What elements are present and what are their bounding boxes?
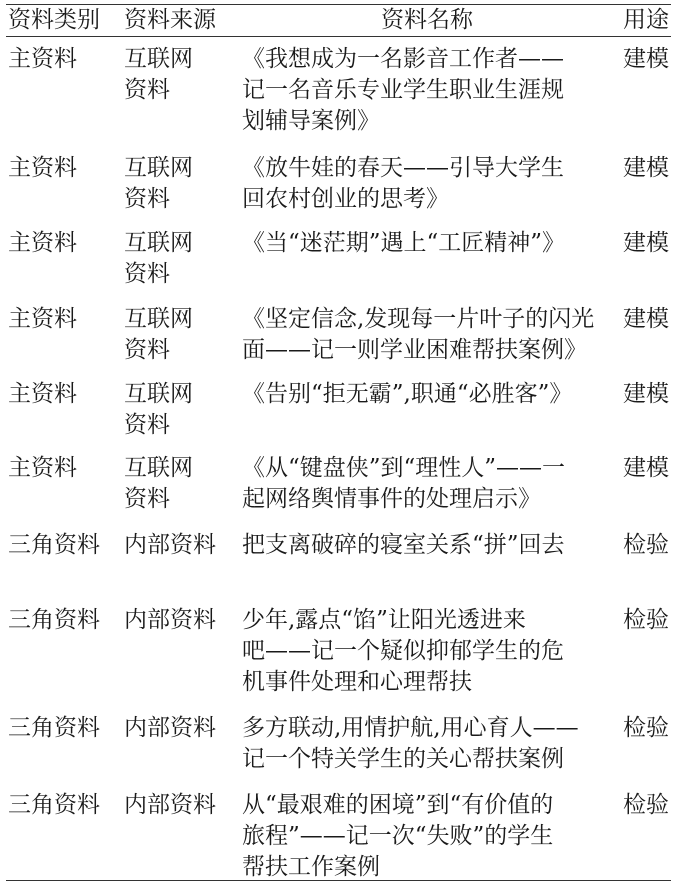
header-title: 资料名称 — [381, 7, 473, 33]
row-title — [242, 44, 612, 137]
row-title-line: 少年,露点“馅”让阳光透进来 — [242, 607, 526, 633]
row-title-line: 起网络舆情事件的处理启示》 — [242, 486, 541, 512]
row-source — [124, 304, 234, 366]
header-category: 资料类别 — [8, 7, 100, 33]
row-use: 建模 — [623, 381, 669, 407]
row-use: 建模 — [623, 155, 669, 181]
row-use: 建模 — [623, 455, 669, 481]
row-use: 建模 — [623, 46, 669, 72]
row-source — [124, 453, 234, 515]
row-category: 主资料 — [8, 230, 77, 256]
row-title — [242, 713, 612, 775]
row-title-line: 记一名音乐专业学生职业生涯规 — [242, 77, 564, 103]
row-title-line: 帮扶工作案例 — [242, 854, 380, 880]
row-use: 检验 — [623, 532, 669, 558]
table-header-rule — [6, 36, 671, 37]
row-source-line: 资料 — [124, 77, 170, 103]
row-title-line: 《从“键盘侠”到“理性人”——一 — [242, 455, 566, 481]
row-title-line: 把支离破碎的寝室关系“拼”回去 — [242, 532, 565, 558]
row-title-line: 《坚定信念,发现每一片叶子的闪光 — [242, 306, 595, 332]
row-title — [242, 530, 612, 561]
row-title — [242, 228, 612, 259]
row-source-line: 互联网 — [124, 306, 193, 332]
row-use: 检验 — [623, 607, 669, 633]
row-source-line: 内部资料 — [124, 792, 216, 818]
row-title-line: 《告别“拒无霸”,职通“必胜客”》 — [242, 381, 573, 407]
row-title-line: 吧——记一个疑似抑郁学生的危 — [242, 638, 564, 664]
row-source-line: 内部资料 — [124, 532, 216, 558]
row-source-line: 互联网 — [124, 381, 193, 407]
row-source — [124, 379, 234, 441]
row-source-line: 资料 — [124, 412, 170, 438]
row-source — [124, 44, 234, 106]
row-use: 检验 — [623, 792, 669, 818]
row-title-line: 记一个特关学生的关心帮扶案例 — [242, 746, 564, 772]
row-title-line: 多方联动,用情护航,用心育人—— — [242, 715, 579, 741]
row-title — [242, 453, 612, 515]
row-source — [124, 605, 234, 636]
row-title — [242, 605, 612, 698]
row-category: 主资料 — [8, 381, 77, 407]
row-title — [242, 153, 612, 215]
row-title — [242, 379, 612, 410]
row-source-line: 内部资料 — [124, 607, 216, 633]
row-source-line: 内部资料 — [124, 715, 216, 741]
row-source-line: 资料 — [124, 261, 170, 287]
row-category: 三角资料 — [8, 715, 100, 741]
row-source — [124, 530, 234, 561]
row-source-line: 互联网 — [124, 46, 193, 72]
row-title-line: 划辅导案例》 — [242, 108, 380, 134]
row-source-line: 互联网 — [124, 230, 193, 256]
row-use: 检验 — [623, 715, 669, 741]
row-title-line: 回农村创业的思考》 — [242, 186, 449, 212]
row-title-line: 《当“迷茫期”遇上“工匠精神”》 — [242, 230, 566, 256]
row-source-line: 资料 — [124, 186, 170, 212]
row-source-line: 资料 — [124, 337, 170, 363]
row-title-line: 《我想成为一名影音工作者—— — [242, 46, 564, 72]
row-category: 主资料 — [8, 306, 77, 332]
row-title-line: 机事件处理和心理帮扶 — [242, 669, 472, 695]
row-source — [124, 790, 234, 821]
row-title-line: 《放牛娃的春天——引导大学生 — [242, 155, 564, 181]
row-category: 主资料 — [8, 455, 77, 481]
row-category: 三角资料 — [8, 792, 100, 818]
row-use: 建模 — [623, 306, 669, 332]
row-source — [124, 228, 234, 290]
row-category: 主资料 — [8, 46, 77, 72]
row-category: 主资料 — [8, 155, 77, 181]
row-title-line: 从“最艰难的困境”到“有价值的 — [242, 792, 554, 818]
row-source-line: 互联网 — [124, 455, 193, 481]
header-use: 用途 — [623, 7, 669, 33]
row-source — [124, 713, 234, 744]
row-category: 三角资料 — [8, 607, 100, 633]
row-source — [124, 153, 234, 215]
row-title-line: 旅程”——记一次“失败”的学生 — [242, 823, 554, 849]
row-title-line: 面——记一则学业困难帮扶案例》 — [242, 337, 587, 363]
row-source-line: 资料 — [124, 486, 170, 512]
row-source-line: 互联网 — [124, 155, 193, 181]
row-category: 三角资料 — [8, 532, 100, 558]
row-title — [242, 304, 612, 366]
header-source: 资料来源 — [124, 7, 216, 33]
row-title — [242, 790, 612, 883]
row-use: 建模 — [623, 230, 669, 256]
